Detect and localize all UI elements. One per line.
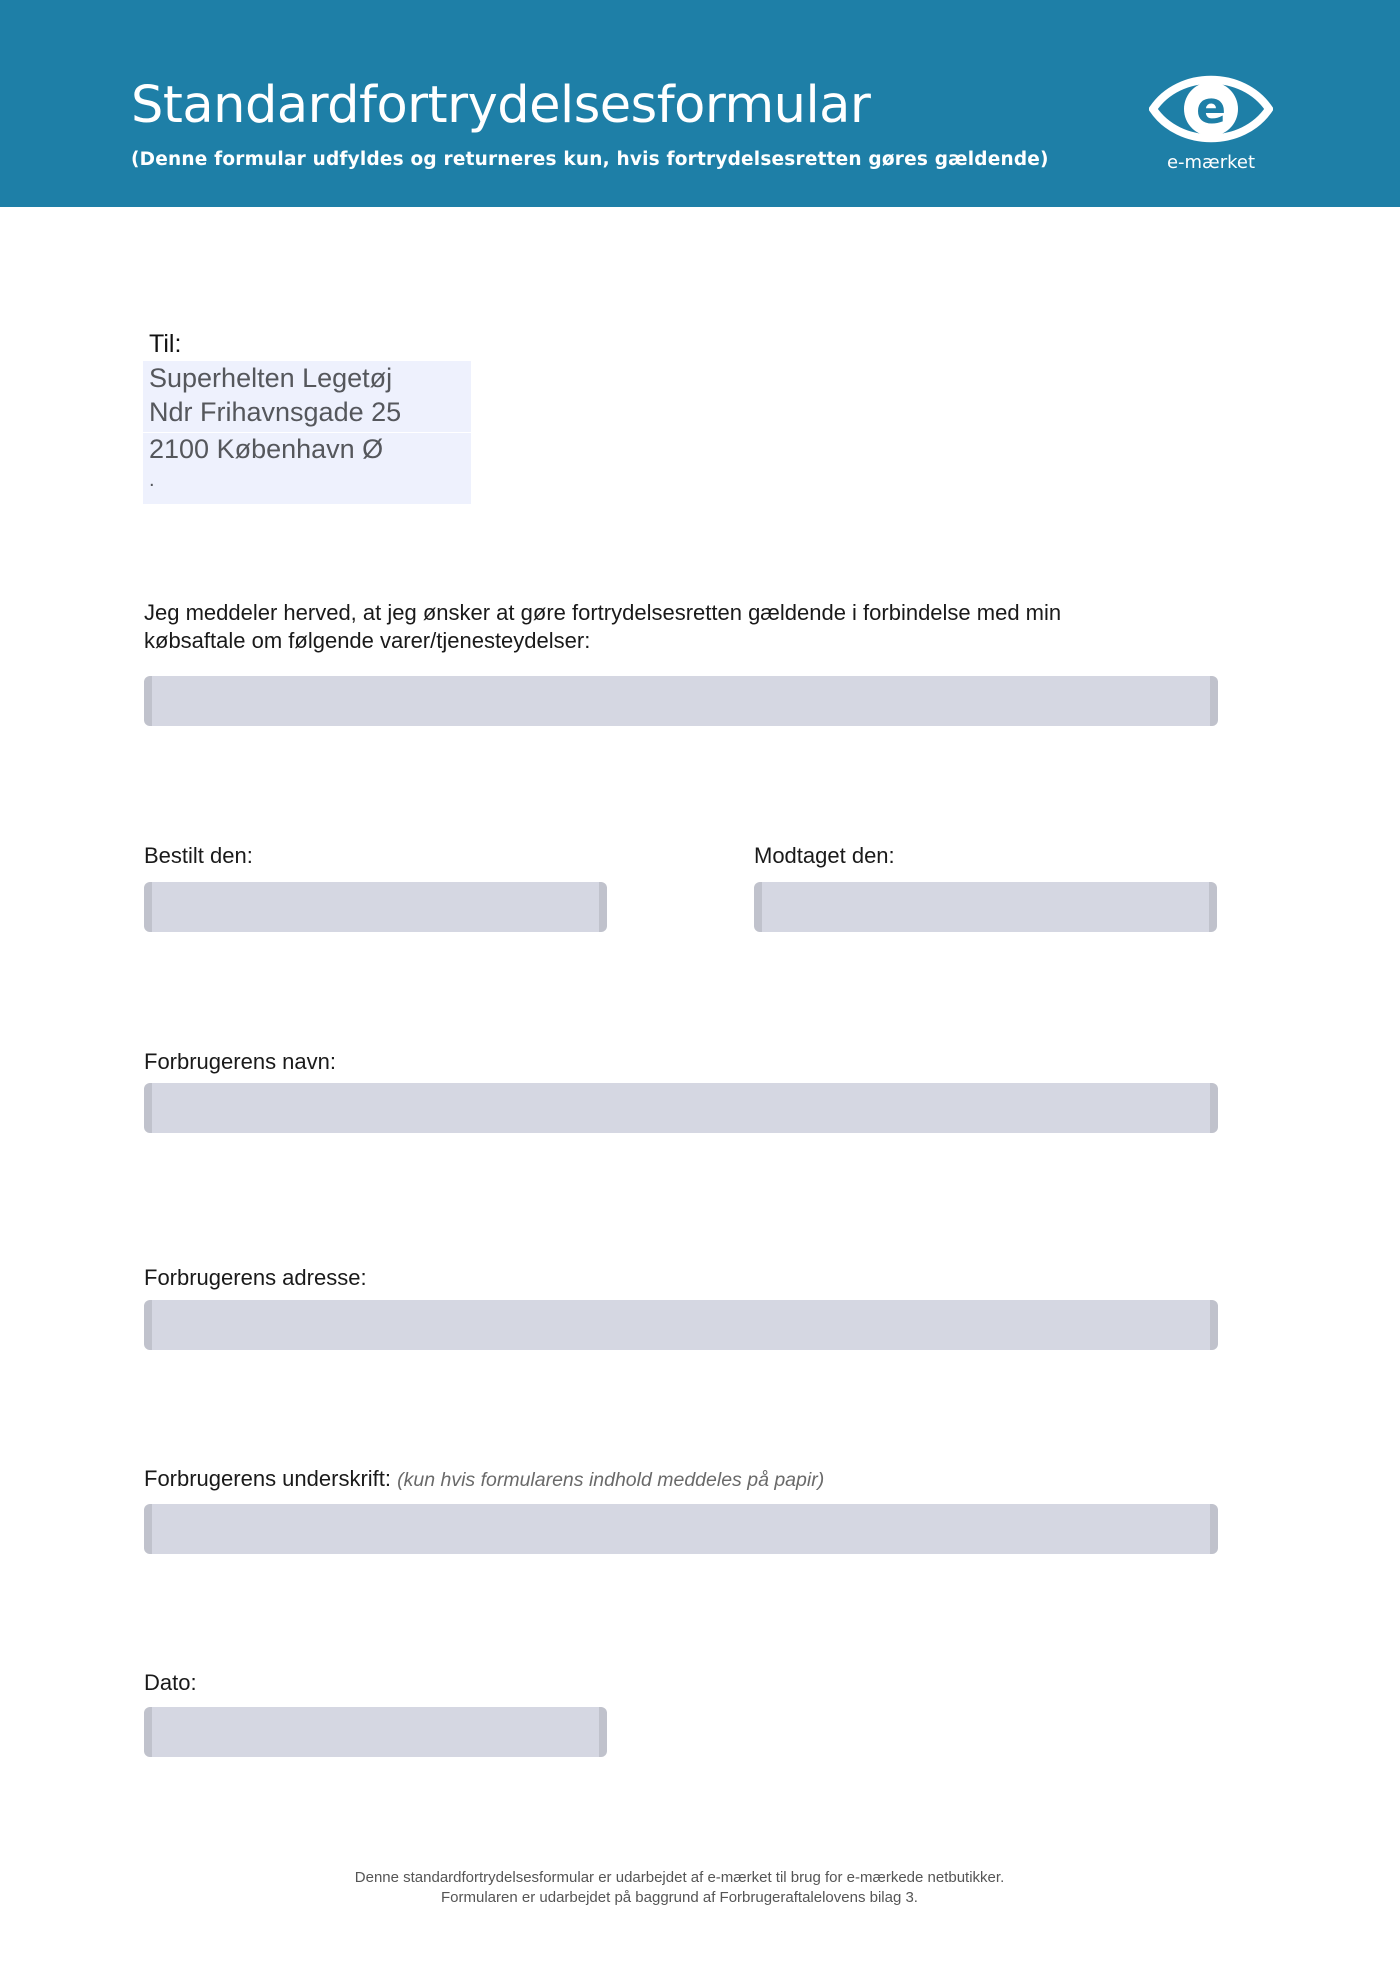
- signature-label: Forbrugerens underskrift:: [144, 1466, 391, 1491]
- recipient-address-field[interactable]: [143, 361, 471, 504]
- goods-input[interactable]: [144, 676, 1218, 726]
- address-label: Forbrugerens adresse:: [144, 1265, 367, 1290]
- page-title: Standardfortrydelsesformular: [131, 76, 871, 135]
- date-label: Dato:: [144, 1670, 197, 1695]
- signature-input[interactable]: [144, 1504, 1218, 1554]
- recipient-extra: .: [149, 469, 155, 491]
- address-divider: [143, 432, 471, 433]
- signature-hint: (kun hvis formularens indhold meddeles på papir): [397, 1469, 825, 1491]
- ordered-label: Bestilt den:: [144, 843, 253, 868]
- recipient-company: Superhelten Legetøj: [149, 363, 393, 393]
- svg-text:e: e: [1196, 83, 1226, 134]
- name-input[interactable]: [144, 1083, 1218, 1133]
- eye-e-logo-icon: [1149, 70, 1273, 148]
- footer-line-1: Denne standardfortrydelsesformular er udarbejdet af e-mærket til brug for e-mærkede netbutikker.: [354, 1869, 1005, 1886]
- recipient-street: Ndr Frihavnsgade 25: [149, 397, 402, 427]
- recipient-city: 2100 København Ø: [149, 434, 384, 464]
- recipient-label: Til:: [149, 330, 182, 358]
- footer-line-2: Formularen er udarbejdet på baggrund af Forbrugeraftalelovens bilag 3.: [441, 1889, 918, 1906]
- address-input[interactable]: [144, 1300, 1218, 1350]
- name-label: Forbrugerens navn:: [144, 1049, 336, 1074]
- received-date-input[interactable]: [754, 882, 1217, 932]
- page-header: [0, 0, 1400, 207]
- page-subtitle: (Denne formular udfyldes og returneres kun, hvis fortrydelsesretten gøres gældende): [131, 149, 1049, 170]
- withdrawal-statement: Jeg meddeler herved, at jeg ønsker at gøre fortrydelsesretten gældende i forbindelse med min købsaftale om følgende varer/tjenesteydelser:: [144, 600, 1062, 653]
- footer-note: [0, 1868, 1359, 1908]
- received-label: Modtaget den:: [754, 843, 895, 868]
- logo-label: e-mærket: [1166, 152, 1256, 173]
- e-maerket-logo: [1143, 70, 1279, 180]
- ordered-date-input[interactable]: [144, 882, 607, 932]
- date-input[interactable]: [144, 1707, 607, 1757]
- signature-label-row: [144, 1466, 824, 1492]
